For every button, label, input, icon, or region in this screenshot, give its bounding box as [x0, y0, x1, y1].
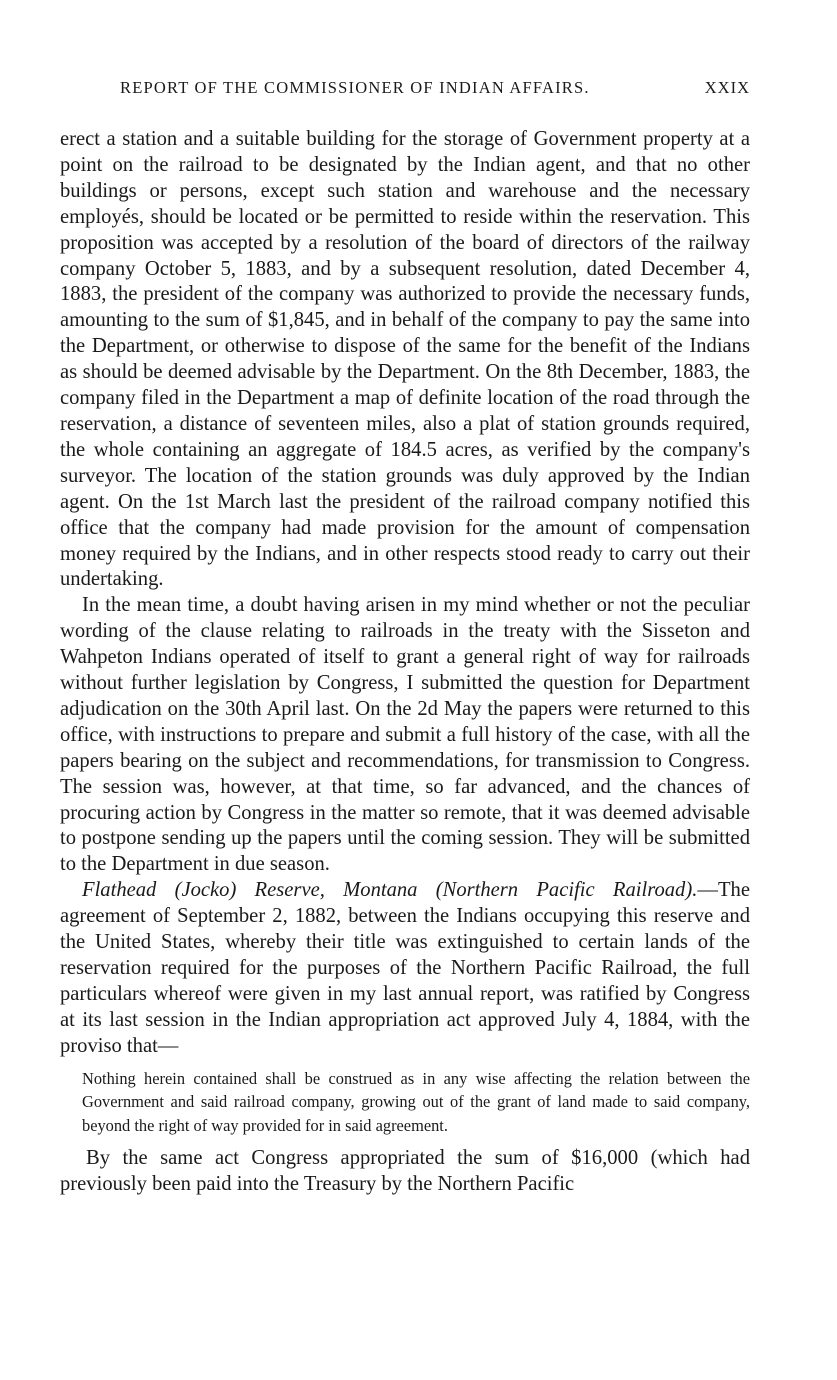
body-text: [60, 127, 750, 1198]
page-number: XXIX: [704, 78, 750, 97]
running-head-title: REPORT OF THE COMMISSIONER OF INDIAN AFFAIRS.: [120, 78, 590, 97]
paragraph-flathead-body: —The agreement of September 2, 1882, between the Indians occupying this reserve and the United States, whereby their title was extinguished to certain lands of the reservation required for the purposes of the Northern Pacific Railroad, the full particulars whereof were given in my last annual report, was ratified by Congress at its last session in the Indian appropriation act approved July 4, 1884, with the proviso that—: [60, 879, 750, 1057]
running-head: [120, 78, 750, 108]
paragraph-railroad-question: In the mean time, a doubt having arisen in my mind whether or not the peculiar wording of the clause relating to railroads in the treaty with the Sisseton and Wahpeton Indians operated of itself to grant a general right of way for railroads without further legislation by Congress, I submitted the question for Department adjudication on the 30th April last. On the 2d May the papers were returned to this office, with instructions to prepare and submit a full history of the case, with all the papers bearing on the subject and recommendations, for transmission to Congress. The session was, however, at that time, so far advanced, and the chances of procuring action by Congress in the matter so remote, that it was deemed advisable to postpone sending up the papers until the coming session. They will be submitted to the Department in due season.: [60, 594, 750, 876]
paragraph-continued: erect a station and a suitable building for the storage of Government property at a point on the railroad to be designated by the Indian agent, and that no other buildings or persons, except such station and warehouse and the necessary employés, should be located or be permitted to reside within the reservation. This proposition was accepted by a resolution of the board of directors of the railway company October 5, 1883, and by a subsequent resolution, dated December 4, 1883, the president of the company was authorized to provide the necessary funds, amounting to the sum of $1,845, and in behalf of the company to pay the same into the Department, or otherwise to dispose of the same for the benefit of the Indians as should be deemed advisable by the Department. On the 8th December, 1883, the company filed in the Department a map of definite location of the road through the reservation, a distance of seventeen miles, also a plat of station grounds required, the whole containing an aggregate of 184.5 acres, as verified by the company's surveyor. The location of the station grounds was duly approved by the Indian agent. On the 1st March last the president of the railroad company notified this office that the company had made provision for the amount of compensation money required by the Indians, and in other respects stood ready to carry out their undertaking.: [60, 128, 750, 591]
paragraph-flathead-reserve: [60, 878, 750, 1059]
document-page: [60, 70, 750, 1198]
section-heading-flathead: Flathead (Jocko) Reserve, Montana (Northern Pacific Railroad).: [82, 879, 698, 902]
block-quote-proviso: Nothing herein contained shall be construed as in any wise affecting the relation between the Government and said railroad company, growing out of the grant of land made to said company, beyond the right of way provided for in said agreement.: [82, 1068, 750, 1135]
paragraph-appropriation: By the same act Congress appropriated the sum of $16,000 (which had previously been paid into the Treasury by the Northern Pacific: [60, 1147, 750, 1196]
